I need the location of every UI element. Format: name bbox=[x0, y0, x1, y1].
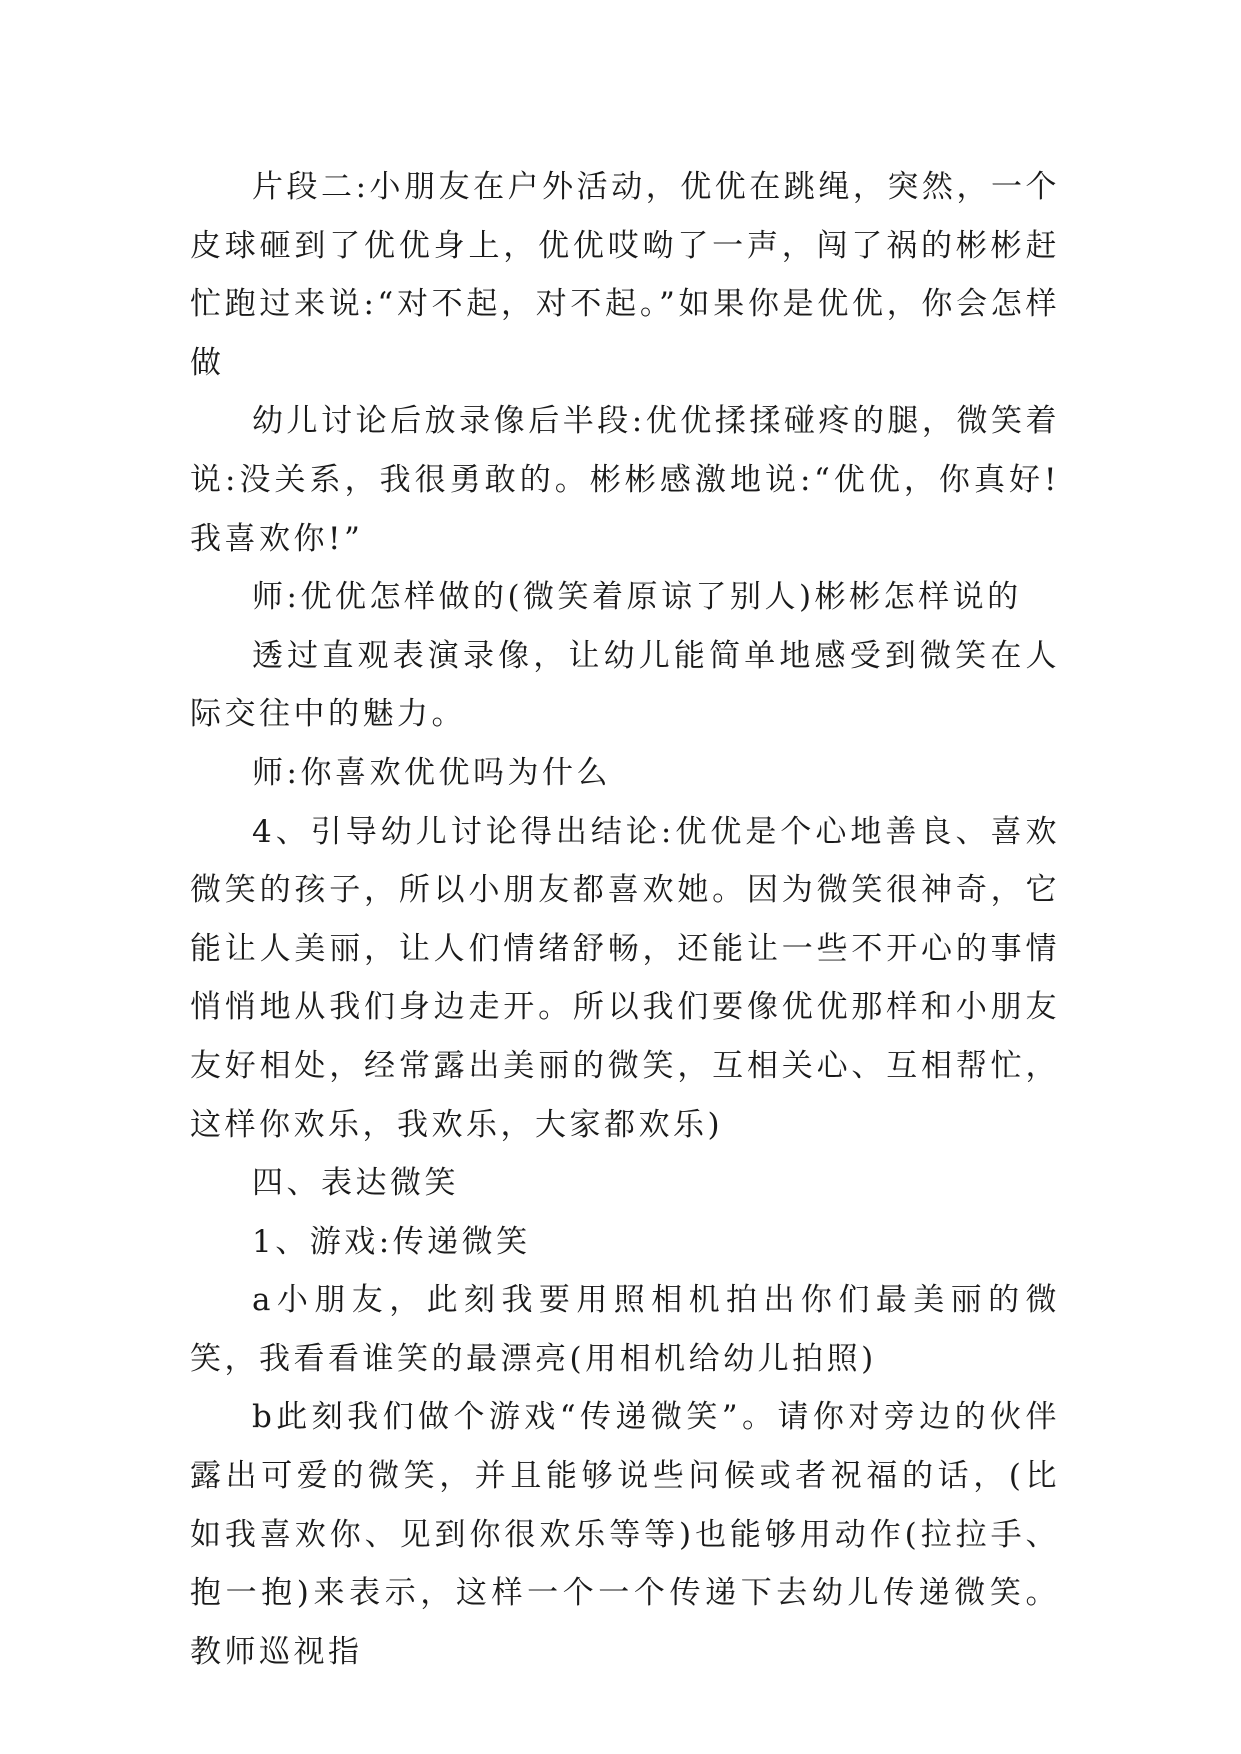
paragraph-9: a小朋友，此刻我要用照相机拍出你们最美丽的微笑，我看看谁笑的最漂亮(用相机给幼儿拍照) bbox=[190, 1282, 1060, 1377]
paragraph-2: 幼儿讨论后放录像后半段:优优揉揉碰疼的腿，微笑着说:没关系，我很勇敢的。彬彬感激地说:“优优，你真好!我喜欢你!” bbox=[190, 403, 1060, 557]
paragraph-4: 透过直观表演录像，让幼儿能简单地感受到微笑在人际交往中的魅力。 bbox=[190, 637, 1060, 733]
paragraph-6: 4、引导幼儿讨论得出结论:优优是个心地善良、喜欢微笑的孩子，所以小朋友都喜欢她。因为微笑很神奇，它能让人美丽，让人们情绪舒畅，还能让一些不开心的事情悄悄地从我们身边走开。所以我们要像优优那样和小朋友友好相处，经常露出美丽的微笑，互相关心、互相帮忙，这样你欢乐，我欢乐，大家都欢乐) bbox=[190, 813, 1060, 1143]
section-heading: 四、表达微笑 bbox=[252, 1165, 459, 1202]
document-body bbox=[190, 158, 1060, 1681]
paragraph-10: b此刻我们做个游戏“传递微笑”。请你对旁边的伙伴露出可爱的微笑，并且能够说些问候或者祝福的话，(比如我喜欢你、见到你很欢乐等等)也能够用动作(拉拉手、抱一抱)来表示，这样一个一个传递下去幼儿传递微笑。教师巡视指 bbox=[190, 1399, 1060, 1670]
subsection-heading: 1、游戏:传递微笑 bbox=[252, 1223, 531, 1260]
paragraph-3: 师:优优怎样做的(微笑着原谅了别人)彬彬怎样说的 bbox=[252, 579, 1022, 616]
paragraph-1: 片段二:小朋友在户外活动，优优在跳绳，突然，一个皮球砸到了优优身上，优优哎呦了一声，闯了祸的彬彬赶忙跑过来说:“对不起，对不起。”如果你是优优，你会怎样做 bbox=[190, 169, 1060, 381]
paragraph-5: 师:你喜欢优优吗为什么 bbox=[252, 754, 611, 791]
